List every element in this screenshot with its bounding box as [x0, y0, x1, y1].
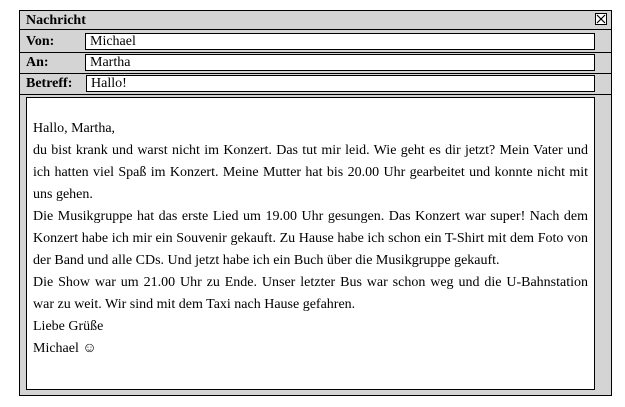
message-body[interactable] [26, 97, 595, 390]
paragraph: Die Musikgruppe hat das erste Lied um 19.00 Uhr gesungen. Das Konzert war super! Nach dem Konzert habe ich mir ein Souvenir gekauft. Zu Hause habe ich schon ein T-Shirt mit dem Foto von der Band und alle CDs. Und jetzt habe ich ein Buch über die Musikgruppe gekauft. [33, 209, 588, 268]
subject-row [20, 73, 611, 93]
closing-line: Liebe Grüße [33, 319, 104, 334]
divider [20, 94, 611, 95]
to-row [20, 52, 611, 72]
to-field[interactable]: Martha [85, 54, 595, 71]
greeting-line: Hallo, Martha, [33, 121, 116, 136]
paragraph: du bist krank und warst nicht im Konzert. Das tut mir leid. Wie geht es dir jetzt? Mein Vater und ich hatten viel Spaß im Konzert. Meine Mutter hat bis 20.00 Uhr gearbeitet und konnte nicht mit uns gehen. [33, 143, 588, 202]
from-row [20, 31, 611, 51]
subject-label: Betreff: [26, 76, 73, 91]
from-field[interactable]: Michael [85, 33, 595, 50]
from-label: Von: [26, 34, 55, 49]
window-title: Nachricht [26, 13, 86, 28]
to-label: An: [26, 55, 49, 70]
subject-field[interactable]: Hallo! [86, 75, 595, 92]
paragraph: Die Show war um 21.00 Uhr zu Ende. Unser letzter Bus war schon weg und die U-Bahnstation war zu weit. Wir sind mit dem Taxi nach Hause gefahren. [33, 275, 588, 312]
title-bar [20, 11, 611, 30]
signature-line: Michael ☺ [33, 341, 97, 356]
close-icon[interactable] [595, 13, 607, 25]
message-window [19, 10, 612, 396]
